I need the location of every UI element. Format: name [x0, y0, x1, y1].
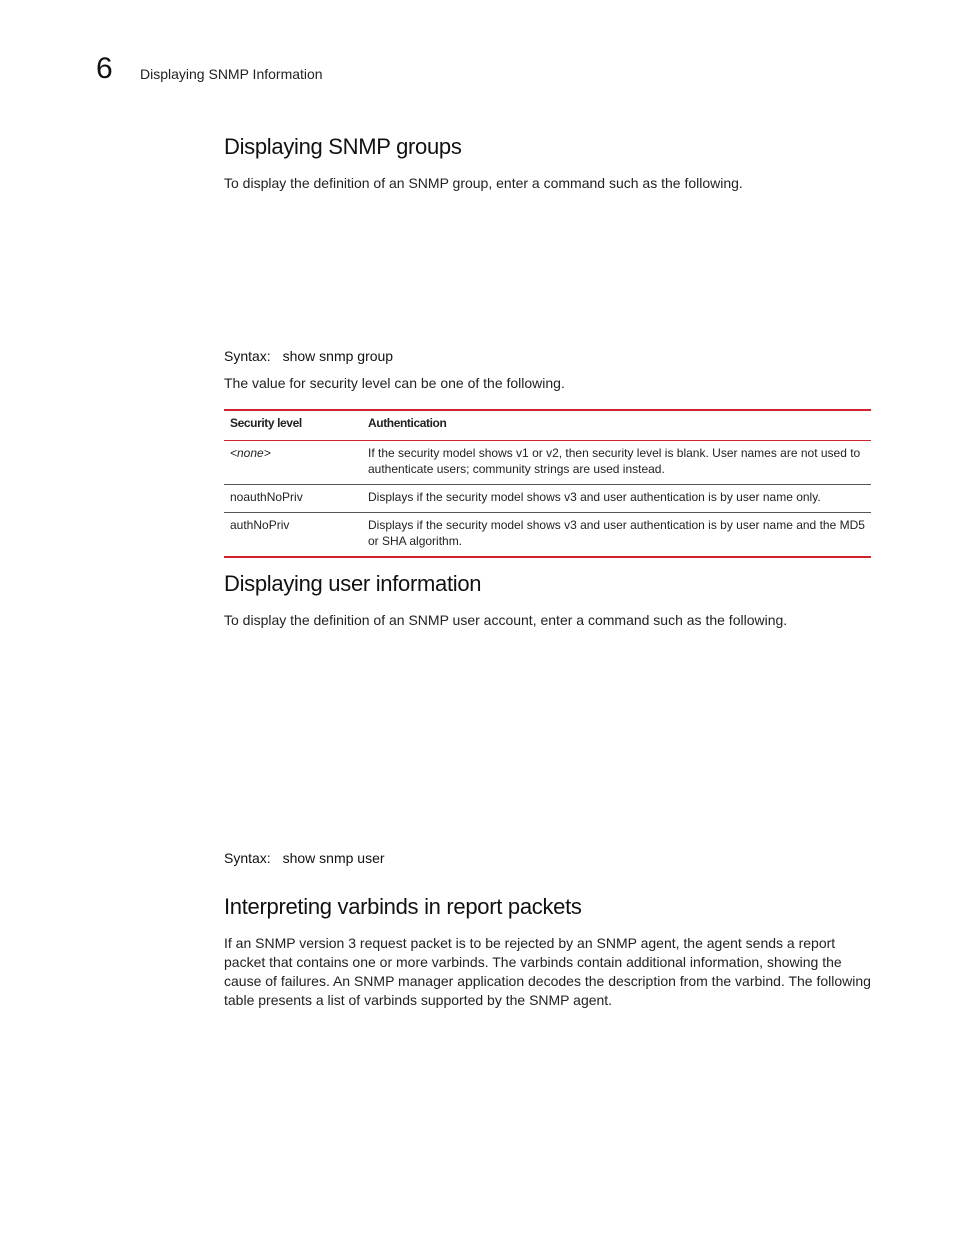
- security-level-cell: <none>: [224, 441, 362, 485]
- column-header-authentication: Authentication: [362, 410, 871, 441]
- table-row: [224, 441, 871, 485]
- section-title-user-information: Displaying user information: [224, 571, 482, 596]
- security-level-intro: The value for security level can be one of the following.: [224, 375, 565, 391]
- security-level-table: [224, 409, 871, 558]
- section-title-varbinds: Interpreting varbinds in report packets: [224, 894, 582, 919]
- syntax-show-snmp-user: [224, 850, 385, 866]
- syntax-label: Syntax:: [224, 850, 271, 866]
- authentication-cell: Displays if the security model shows v3 and user authentication is by user name only.: [362, 485, 871, 513]
- user-information-intro: To display the definition of an SNMP user account, enter a command such as the following.: [224, 612, 788, 628]
- syntax-command: show snmp group: [282, 348, 394, 364]
- syntax-command: show snmp user: [282, 850, 385, 866]
- snmp-groups-intro: To display the definition of an SNMP group, enter a command such as the following.: [224, 175, 743, 191]
- syntax-show-snmp-group: [224, 348, 393, 364]
- column-header-security-level: Security level: [224, 410, 362, 441]
- security-level-cell: authNoPriv: [230, 518, 290, 532]
- security-level-cell: noauthNoPriv: [224, 485, 362, 513]
- table-header-row: [224, 410, 871, 441]
- table-row: [224, 513, 871, 558]
- section-title-snmp-groups: Displaying SNMP groups: [224, 134, 462, 159]
- varbinds-body: If an SNMP version 3 request packet is to be rejected by an SNMP agent, the agent sends a report packet that contains one or more varbinds. The varbinds contain additional information, showing the cause of failures. An SNMP manager application decodes the description from the varbind. The following table presents a list of varbinds supported by the SNMP agent.: [224, 935, 871, 1008]
- table-row: [224, 485, 871, 513]
- running-head: Displaying SNMP Information: [140, 66, 323, 82]
- authentication-cell: Displays if the security model shows v3 and user authentication is by user name and the MD5 or SHA algorithm.: [368, 518, 865, 548]
- chapter-number: 6: [96, 52, 113, 85]
- syntax-label: Syntax:: [224, 348, 271, 364]
- authentication-cell: If the security model shows v1 or v2, then security level is blank. User names are not used to authenticate users; community strings are used instead.: [362, 441, 871, 485]
